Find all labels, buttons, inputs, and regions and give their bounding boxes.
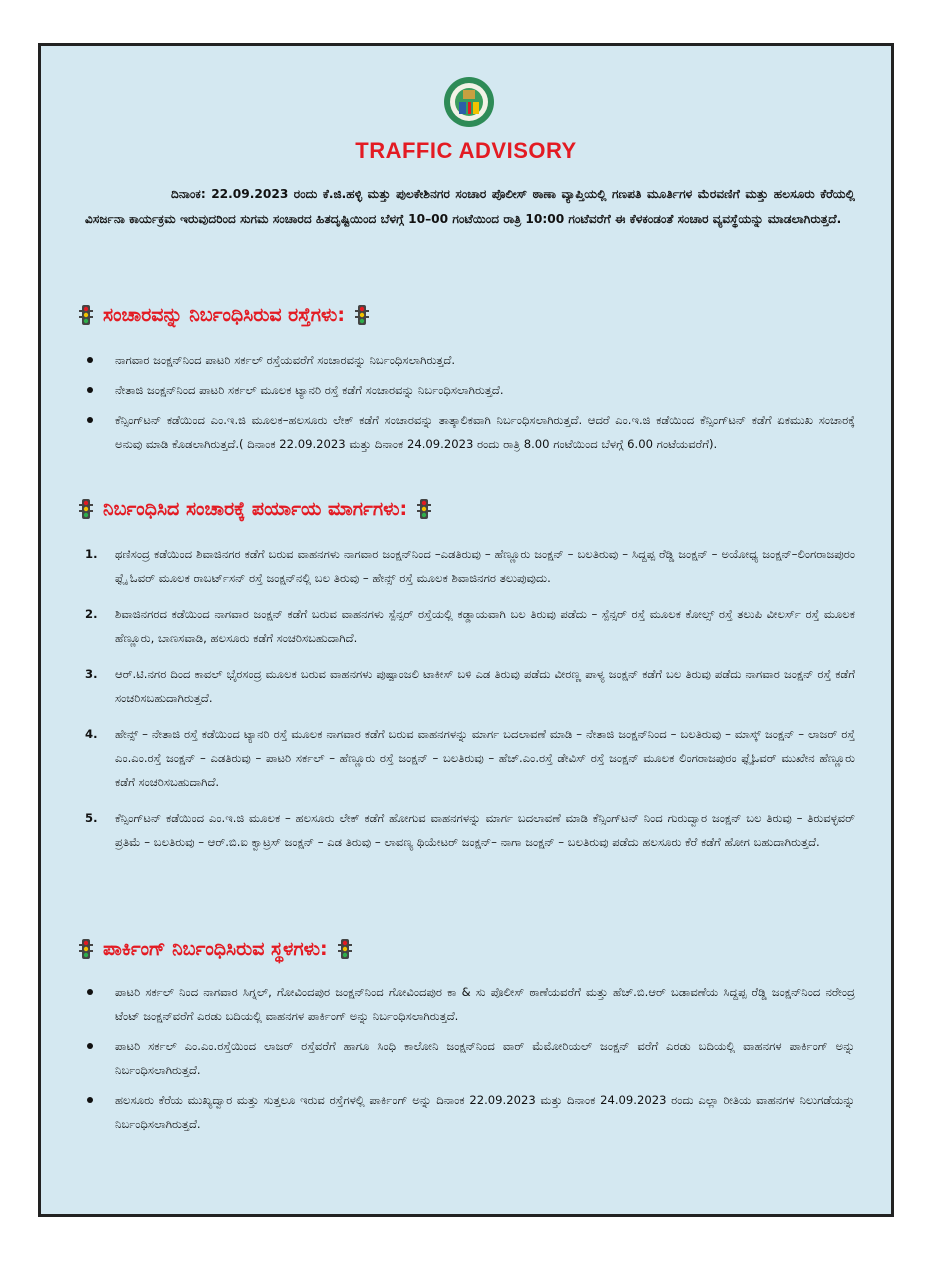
- bullet-icon: [87, 989, 93, 995]
- bullet-icon: [87, 387, 93, 393]
- bullet-icon: [87, 1097, 93, 1103]
- intro-text: ದಿನಾಂಕ: 22.09.2023 ರಂದು ಕೆ.ಜಿ.ಹಳ್ಳಿ ಮತ್ತು ಪುಲಕೇಶಿನಗರ ಸಂಚಾರ ಪೊಲೀಸ್ ಠಾಣಾ ವ್ಯಾಪ್ತಿಯಲ್ಲಿ ಗಣಪತಿ ಮೂರ್ತಿಗಳ ಮೆರವಣಿಗೆ ಮತ್ತು ಹಲಸೂರು ಕೆರೆಯಲ್ಲಿ ವಿಸರ್ಜನಾ ಕಾರ್ಯಕ್ರಮ ಇರುವುದರಿಂದ ಸುಗಮ ಸಂಚಾರದ ಹಿತದೃಷ್ಟಿಯಿಂದ ಬೆಳಗ್ಗೆ 10–00 ಗಂಟೆಯಿಂದ ರಾತ್ರಿ 10:00 ಗಂಟೆವರೆಗೆ ಈ ಕೆಳಕಂಡಂತೆ ಸಂಚಾರ ವ್ಯವಸ್ಥೆಯನ್ನು ಮಾಡಲಾಗಿರುತ್ತದೆ.: [85, 187, 855, 226]
- traffic-light-icon: [79, 305, 93, 325]
- traffic-light-icon: [355, 305, 369, 325]
- intro-paragraph: [85, 182, 855, 232]
- parking-restrictions-list: [85, 980, 855, 1142]
- bullet-icon: [87, 357, 93, 363]
- section-heading-text: ನಿರ್ಬಂಧಿಸಿದ ಸಂಚಾರಕ್ಕೆ ಪರ್ಯಾಯ ಮಾರ್ಗಗಳು:: [103, 498, 408, 520]
- list-item: ಪಾಟರಿ ಸರ್ಕಲ್ ಎಂ.ಎಂ.ರಸ್ತೆಯಿಂದ ಲಾಜರ್ ರಸ್ತೆವರೆಗೆ ಹಾಗೂ ಸಿಂಧಿ ಕಾಲೋನಿ ಜಂಕ್ಷನ್‌ನಿಂದ ವಾರ್ ಮೆಮೋರಿಯಲ್ ಜಂಕ್ಷನ್ ವರೆಗೆ ಎರಡು ಬದಿಯಲ್ಲಿ ವಾಹನಗಳ ಪಾರ್ಕಿಂಗ್ ಅನ್ನು ನಿರ್ಬಂಧಿಸಲಾಗಿರುತ್ತದೆ.: [85, 1034, 855, 1082]
- bullet-icon: [87, 1043, 93, 1049]
- list-item: ನಾಗವಾರ ಜಂಕ್ಷನ್‌ನಿಂದ ಪಾಟರಿ ಸರ್ಕಲ್ ರಸ್ತೆಯವರೆಗೆ ಸಂಚಾರವನ್ನು ನಿರ್ಬಂಧಿಸಲಾಗಿರುತ್ತದೆ.: [85, 348, 855, 372]
- page-title: TRAFFIC ADVISORY: [355, 138, 577, 163]
- list-item: 1. ಥಣಿಸಂದ್ರ ಕಡೆಯಿಂದ ಶಿವಾಜಿನಗರ ಕಡೆಗೆ ಬರುವ ವಾಹನಗಳು ನಾಗವಾರ ಜಂಕ್ಷನ್‌ನಿಂದ –ಎಡತಿರುವು – ಹೆಣ್ಣೂರು ಜಂಕ್ಷನ್ – ಬಲತಿರುವು – ಸಿದ್ದಪ್ಪ ರೆಡ್ಡಿ ಜಂಕ್ಷನ್ – ಅಯೋಧ್ಯ ಜಂಕ್ಷನ್–ಲಿಂಗರಾಜಪುರಂ ಫ್ಲೈ ಓವರ್ ಮೂಲಕ ರಾಬರ್ಟ್‌ಸನ್ ರಸ್ತೆ ಜಂಕ್ಷನ್‌ನಲ್ಲಿ ಬಲ ತಿರುವು – ಹೇನ್ಸ್ ರಸ್ತೆ ಮೂಲಕ ಶಿವಾಜಿನಗರ ತಲುಪುವುದು.: [85, 547, 855, 585]
- police-emblem-icon: [443, 76, 495, 128]
- alternate-routes-list: [85, 542, 855, 866]
- list-item: 5. ಕೆನ್ಸಿಂಗ್‌ಟನ್ ಕಡೆಯಿಂದ ಎಂ.ಇ.ಜಿ ಮೂಲಕ – ಹಲಸೂರು ಲೇಕ್ ಕಡೆಗೆ ಹೋಗುವ ವಾಹನಗಳನ್ನು ಮಾರ್ಗ ಬದಲಾವಣೆ ಮಾಡಿ ಕೆನ್ಸಿಂಗ್‌ಟನ್ ನಿಂದ ಗುರುದ್ವಾರ ಜಂಕ್ಷನ್ ಬಲ ತಿರುವು – ತಿರುವಳ್ಳವರ್ ಪ್ರತಿಮೆ – ಬಲತಿರುವು – ಆರ್.ಬಿ.ಐ ಕ್ವಾಟ್ರಸ್ ಜಂಕ್ಷನ್ – ಎಡ ತಿರುವು – ಲಾವಣ್ಯ ಥಿಯೇಟರ್ ಜಂಕ್ಷನ್– ನಾಗಾ ಜಂಕ್ಷನ್ – ಬಲತಿರುವು ಪಡೆದು ಹಲಸೂರು ಕೆರೆ ಕಡೆಗೆ ಹೋಗ ಬಹುದಾಗಿರುತ್ತದೆ.: [85, 811, 855, 849]
- traffic-light-icon: [338, 939, 352, 959]
- traffic-light-icon: [79, 939, 93, 959]
- section-heading-text: ಸಂಚಾರವನ್ನು ನಿರ್ಬಂಧಿಸಿರುವ ರಸ್ತೆಗಳು:: [103, 304, 345, 326]
- list-item: 4. ಹೇನ್ಸ್ – ನೇತಾಜಿ ರಸ್ತೆ ಕಡೆಯಿಂದ ಟ್ಯಾನರಿ ರಸ್ತೆ ಮೂಲಕ ನಾಗವಾರ ಕಡೆಗೆ ಬರುವ ವಾಹನಗಳನ್ನು ಮಾರ್ಗ ಬದಲಾವಣೆ ಮಾಡಿ – ನೇತಾಜಿ ಜಂಕ್ಷನ್‌ನಿಂದ – ಬಲತಿರುವು – ಮಾಸ್ಕ್ ಜಂಕ್ಷನ್ – ಲಾಜರ್ ರಸ್ತೆ ಎಂ.ಎಂ.ರಸ್ತೆ ಜಂಕ್ಷನ್ – ಎಡತಿರುವು – ಪಾಟರಿ ಸರ್ಕಲ್ – ಹೆಣ್ಣೂರು ರಸ್ತೆ ಜಂಕ್ಷನ್ – ಬಲತಿರುವು – ಹೆಚ್.ಎಂ.ರಸ್ತೆ ಡೇವಿಸ್ ರಸ್ತೆ ಜಂಕ್ಷನ್ ಮೂಲಕ ಲಿಂಗರಾಜಪುರಂ ಫ್ಲೈಓವರ್ ಮುಖೇನ ಹೆಣ್ಣೂರು ಕಡೆಗೆ ಸಂಚರಿಸಬಹುದಾಗಿದೆ.: [85, 727, 855, 789]
- section-heading-text: ಪಾರ್ಕಿಂಗ್ ನಿರ್ಬಂಧಿಸಿರುವ ಸ್ಥಳಗಳು:: [103, 938, 328, 960]
- list-item: ಕೆನ್ಸಿಂಗ್‌ಟನ್ ಕಡೆಯಿಂದ ಎಂ.ಇ.ಜಿ ಮೂಲಕ–ಹಲಸೂರು ಲೇಕ್ ಕಡೆಗೆ ಸಂಚಾರವನ್ನು ತಾತ್ಕಾಲಿಕವಾಗಿ ನಿರ್ಬಂಧಿಸಲಾಗಿರುತ್ತದೆ. ಆದರೆ ಎಂ.ಇ.ಜಿ ಕಡೆಯಿಂದ ಕೆನ್ಸಿಂಗ್‌ಟನ್ ಕಡೆಗೆ ಏಕಮುಖ ಸಂಚಾರಕ್ಕೆ ಅನುವು ಮಾಡಿ ಕೊಡಲಾಗಿರುತ್ತದೆ.( ದಿನಾಂಕ 22.09.2023 ಮತ್ತು ದಿನಾಂಕ 24.09.2023 ರಂದು ರಾತ್ರಿ 8.00 ಗಂಟೆಯಿಂದ ಬೆಳಗ್ಗೆ 6.00 ಗಂಟೆಯವರೆಗೆ).: [85, 408, 855, 456]
- list-item: ಹಲಸೂರು ಕೆರೆಯ ಮುಖ್ಯದ್ವಾರ ಮತ್ತು ಸುತ್ತಲೂ ಇರುವ ರಸ್ತೆಗಳಲ್ಲಿ ಪಾರ್ಕಿಂಗ್ ಅನ್ನು ದಿನಾಂಕ 22.09.2023 ಮತ್ತು ದಿನಾಂಕ 24.09.2023 ರಂದು ಎಲ್ಲಾ ರೀತಿಯ ವಾಹನಗಳ ನಿಲುಗಡೆಯನ್ನು ನಿರ್ಬಂಧಿಸಲಾಗಿರುತ್ತದೆ.: [85, 1088, 855, 1136]
- list-item: ನೇತಾಜಿ ಜಂಕ್ಷನ್‌ನಿಂದ ಪಾಟರಿ ಸರ್ಕಲ್ ಮೂಲಕ ಟ್ಯಾನರಿ ರಸ್ತೆ ಕಡೆಗೆ ಸಂಚಾರವನ್ನು ನಿರ್ಬಂಧಿಸಲಾಗಿರುತ್ತದೆ.: [85, 378, 855, 402]
- section-heading-alternate-routes: [79, 498, 431, 520]
- traffic-light-icon: [79, 499, 93, 519]
- list-item: 3. ಆರ್.ಟಿ.ನಗರ ದಿಂದ ಕಾವಲ್ ಭೈರಸಂದ್ರ ಮೂಲಕ ಬರುವ ವಾಹನಗಳು ಪುಷ್ಪಾಂಜಲಿ ಟಾಕೀಸ್ ಬಳಿ ಎಡ ತಿರುವು ಪಡೆದು ವೀರಣ್ಣ ಪಾಳ್ಯ ಜಂಕ್ಷನ್ ಕಡೆಗೆ ಬಲ ತಿರುವು ಪಡೆದು ನಾಗವಾರ ಜಂಕ್ಷನ್ ರಸ್ತೆ ಕಡೆಗೆ ಸಂಚರಿಸಬಹುದಾಗಿರುತ್ತದೆ.: [85, 667, 855, 705]
- restricted-roads-list: [85, 348, 855, 462]
- list-item: 2. ಶಿವಾಜಿನಗರದ ಕಡೆಯಿಂದ ನಾಗವಾರ ಜಂಕ್ಷನ್ ಕಡೆಗೆ ಬರುವ ವಾಹನಗಳು ಸ್ಪೆನ್ಸರ್ ರಸ್ತೆಯಲ್ಲಿ ಕಡ್ಡಾಯವಾಗಿ ಬಲ ತಿರುವು ಪಡೆದು – ಸ್ಪೆನ್ಸರ್ ರಸ್ತೆ ಮೂಲಕ ಕೋಲ್ಸ್ ರಸ್ತೆ ತಲುಪಿ ವೀಲರ್ಸ್ ರಸ್ತೆ ಮೂಲಕ ಹೆಣ್ಣೂರು, ಬಾಣಸವಾಡಿ, ಹಲಸೂರು ಕಡೆಗೆ ಸಂಚರಿಸಬಹುದಾಗಿದೆ.: [85, 607, 855, 645]
- section-heading-parking-restrictions: [79, 938, 352, 960]
- traffic-light-icon: [417, 499, 431, 519]
- bullet-icon: [87, 417, 93, 423]
- list-item: ಪಾಟರಿ ಸರ್ಕಲ್ ನಿಂದ ನಾಗವಾರ ಸಿಗ್ನಲ್, ಗೋವಿಂದಪುರ ಜಂಕ್ಷನ್‌ನಿಂದ ಗೋವಿಂದಪುರ ಕಾ & ಸು ಪೊಲೀಸ್ ಠಾಣೆಯವರೆಗೆ ಮತ್ತು ಹೆಚ್.ಬಿ.ಆರ್ ಬಡಾವಣೆಯ ಸಿದ್ದಪ್ಪ ರೆಡ್ಡಿ ಜಂಕ್ಷನ್‌ನಿಂದ ನರೇಂದ್ರ ಟೆಂಟ್ ಜಂಕ್ಷನ್‌ವರೆಗೆ ಎರಡು ಬದಿಯಲ್ಲಿ ವಾಹನಗಳ ಪಾರ್ಕಿಂಗ್ ಅನ್ನು ನಿರ್ಬಂಧಿಸಲಾಗಿರುತ್ತದೆ.: [85, 980, 855, 1028]
- advisory-panel: [38, 43, 894, 1217]
- section-heading-restricted-roads: [79, 304, 369, 326]
